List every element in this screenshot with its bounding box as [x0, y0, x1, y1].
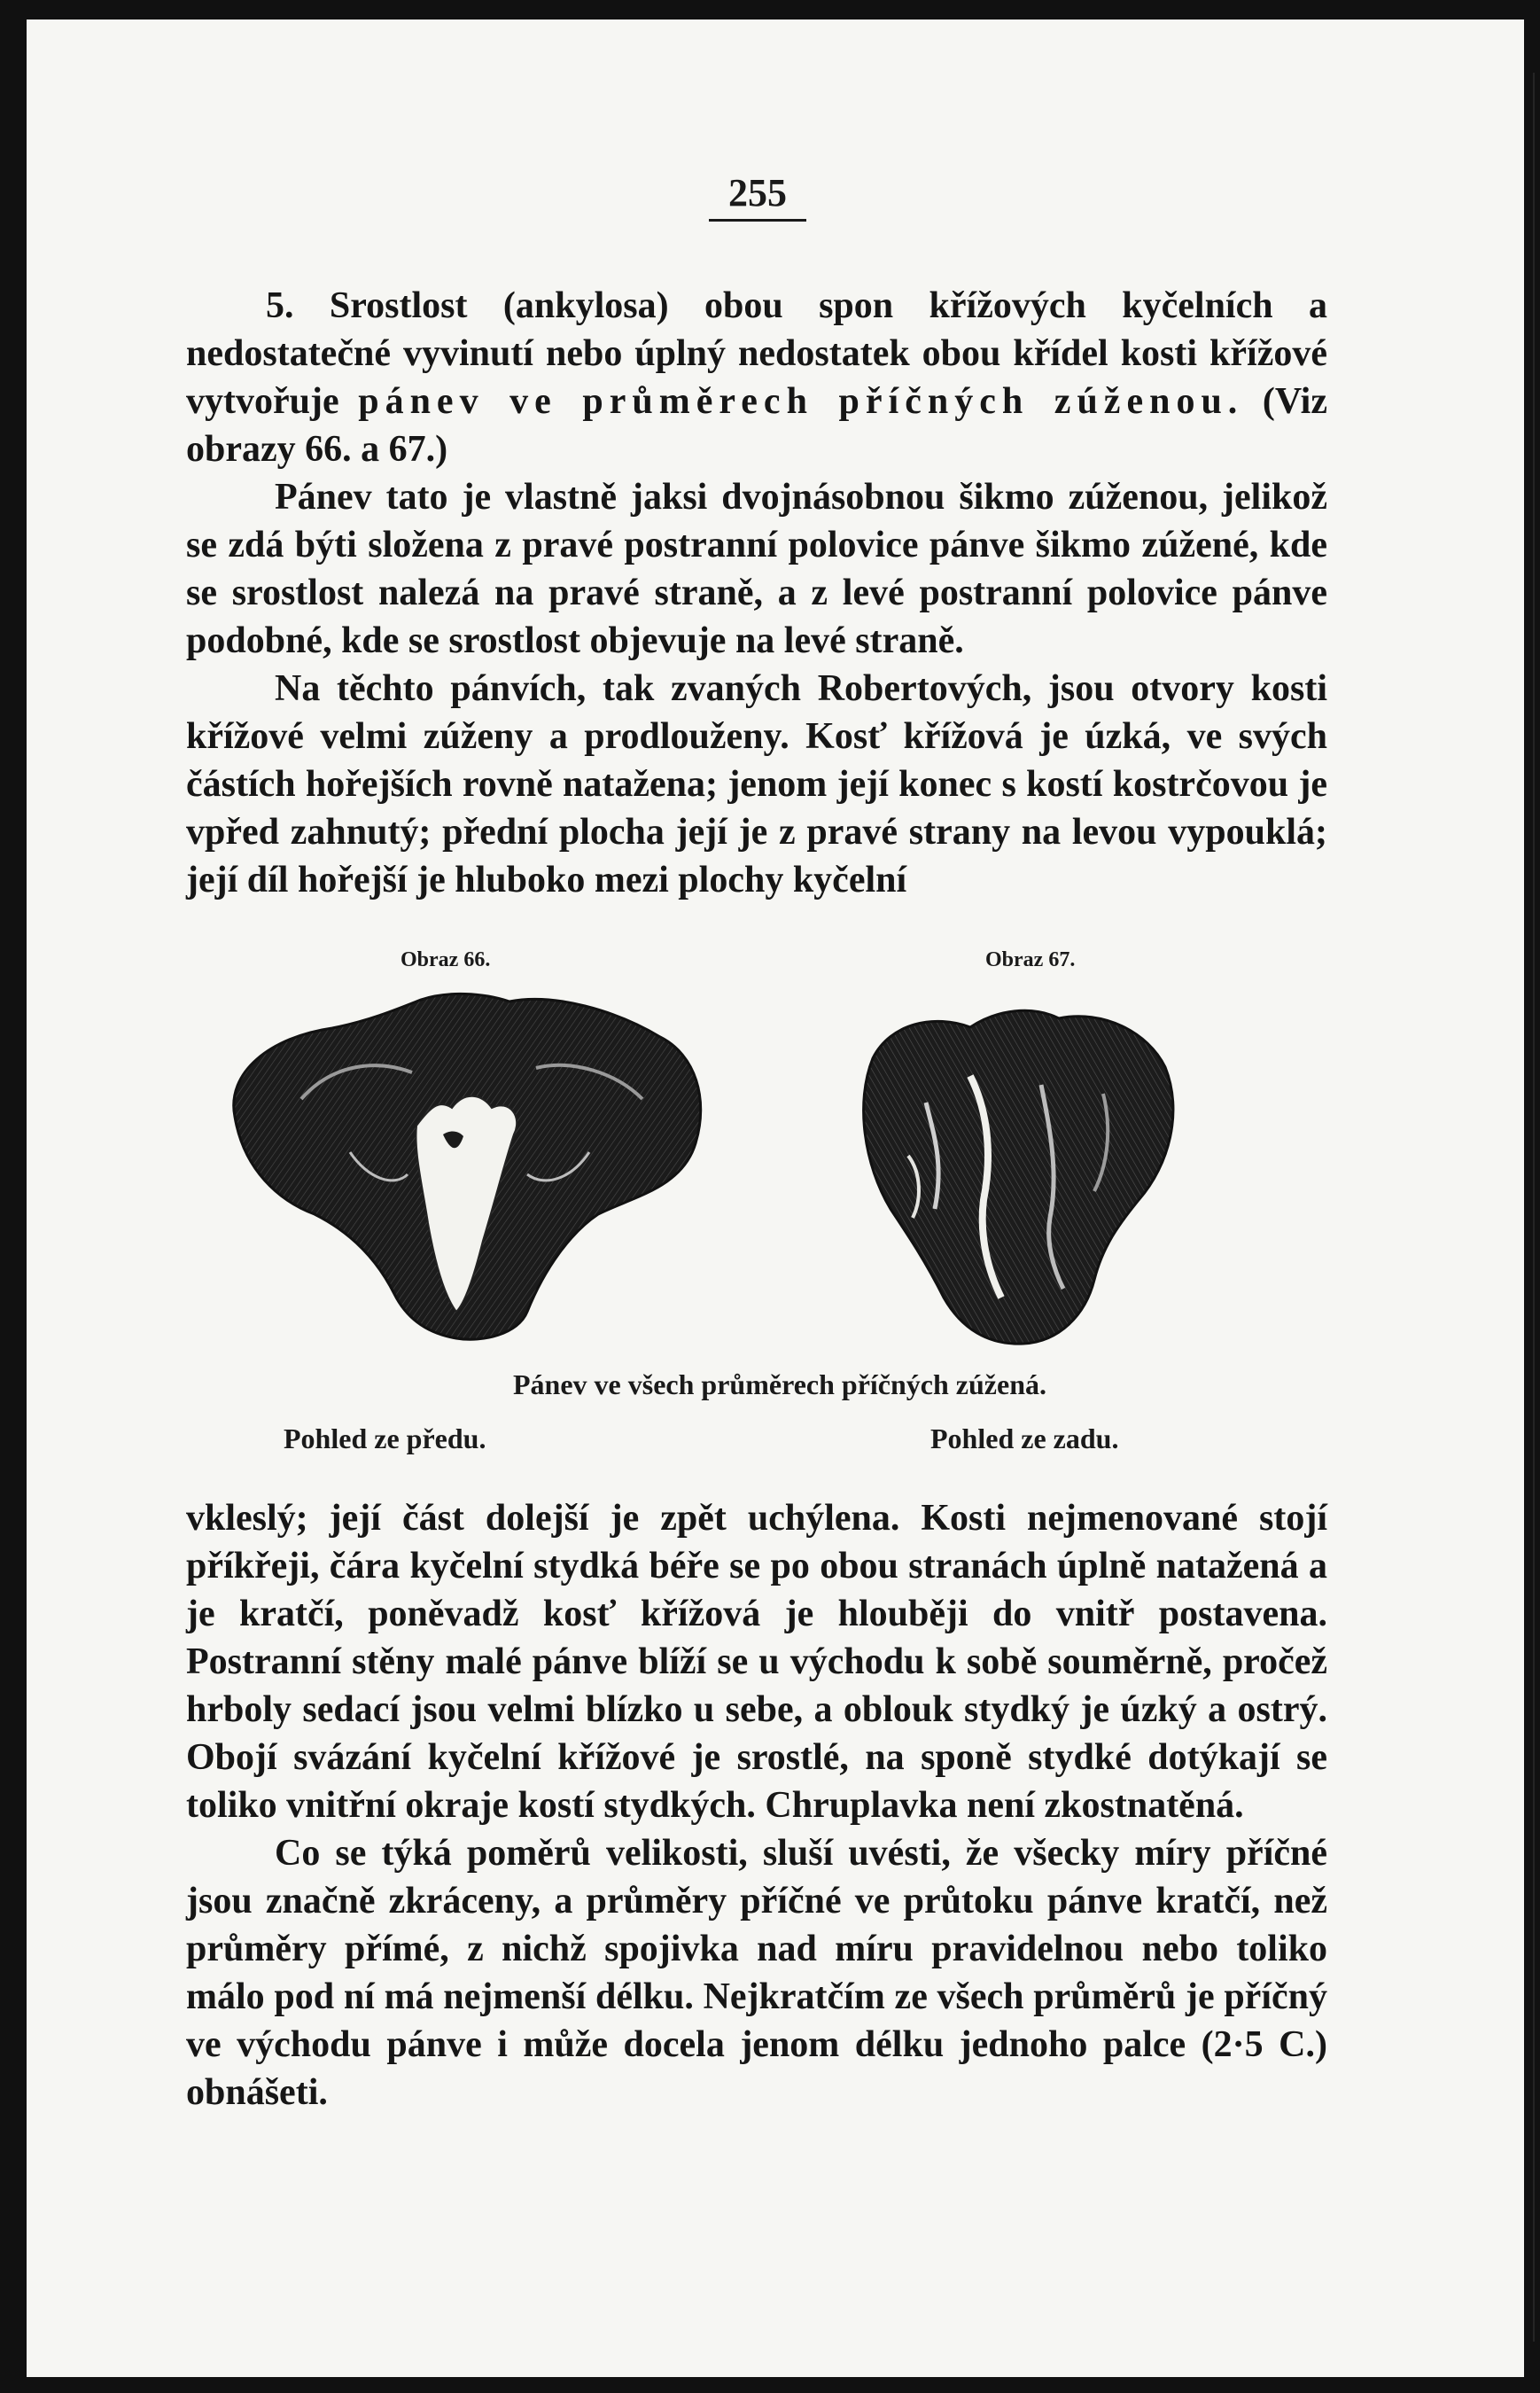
paragraph-5: Co se týká poměrů velikosti, sluší uvésti, že všecky míry příčné jsou značně zkráceny, a průměry příčné ve průtoku pánve kratčí, než průměry přímé, z nichž spojivka nad míru pravidelnou nebo toliko málo pod ní má nejmenší délku. Nejkratčím ze všech průměrů je příčný ve východu pánve i může docela jenom délku jednoho palce (2·5 C.) obnášeti. — [186, 1833, 1327, 2113]
text-block-top — [186, 282, 1327, 904]
figure-66-pelvis-front — [217, 975, 713, 1356]
back-view-label: Pohled ze zadu. — [930, 1423, 1119, 1454]
paragraph-3: Na těchto pánvích, tak zvaných Robertových, jsou otvory kosti křížové velmi zúženy a prodlouženy. Kosť křížová je úzká, ve svých částích hořejších rovně natažena; jenom její konec s kostí kostrčovou je vpřed zahnutý; přední plocha její je z pravé strany na levou vypouklá; její díl hořejší je hluboko mezi plochy kyčelní — [186, 668, 1327, 900]
figure-66-label: Obraz 66. — [401, 948, 491, 971]
figure-caption: Pánev ve všech průměrech příčných zúžená. — [513, 1368, 1046, 1400]
paragraph-4: vkleslý; její část dolejší je zpět uchýlena. Kosti nejmenované stojí příkřeji, čára kyčelní stydká béře se po obou stranách úplně natažená a je kratčí, poněvadž kosť křížová je hlouběji do vnitř postavena. Postranní stěny malé pánve blíží se u východu k sobě souměrně, pročež hrboly sedací jsou velmi blízko u sebe, a oblouk stydký je úzký a ostrý. Obojí svázání kyčelní křížové je srostlé, na sponě stydké dotýkají se toliko vnitřní okraje kostí stydkých. Chruplavka není zkostnatěná. — [186, 1498, 1327, 1826]
paragraph-1-part-3: (Viz obrazy 66. a 67.) — [186, 381, 1327, 470]
page-number: 255 — [709, 170, 806, 222]
figure-67-pelvis-back — [837, 978, 1192, 1360]
text-block-bottom — [186, 1494, 1327, 2116]
page-edge-shadow — [1533, 73, 1535, 2342]
paragraph-1-part-1: 5. Srostlost (ankylosa) obou spon křížových kyčelních a nedostatečné vyvinutí nebo úplný nedostatek obou křídel kosti křížové vytvořuje — [186, 285, 1327, 422]
front-view-label: Pohled ze předu. — [284, 1423, 486, 1454]
paragraph-2: Pánev tato je vlastně jaksi dvojnásobnou šikmo zúženou, jelikož se zdá býti složena z pravé postranní polovice pánve šikmo zúžené, kde se srostlost nalezá na pravé straně, a z levé postranní polovice pánve podobné, kde se srostlost objevuje na levé straně. — [186, 477, 1327, 661]
paragraph-1-emphasis: pánev ve průměrech příčných zúženou. — [358, 381, 1244, 422]
figure-67-label: Obraz 67. — [985, 948, 1076, 971]
paragraph-1 — [186, 282, 1327, 473]
book-page — [27, 19, 1524, 2377]
